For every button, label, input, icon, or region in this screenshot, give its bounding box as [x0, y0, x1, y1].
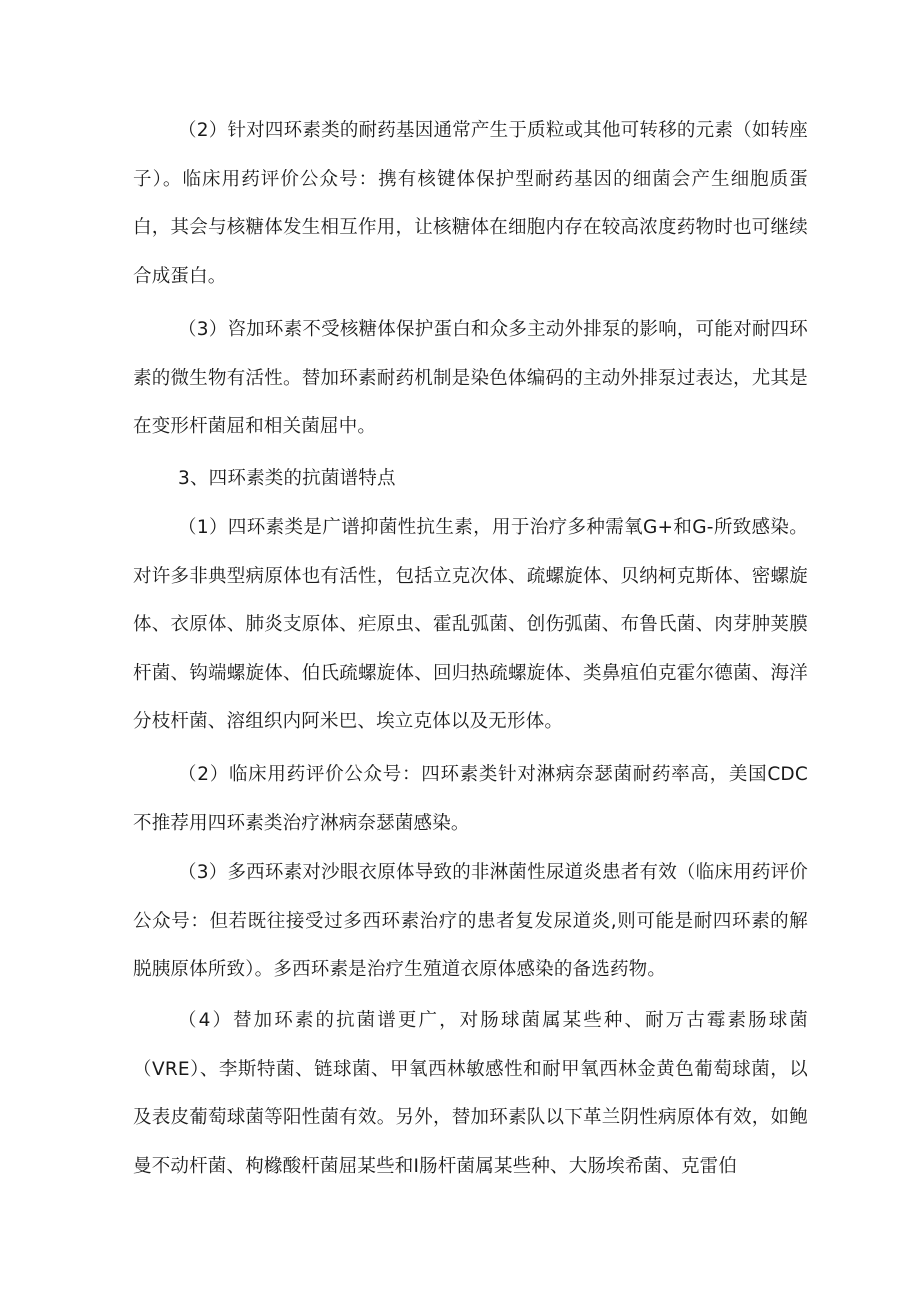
paragraph-spectrum-1: （1）四环素类是广谱抑菌性抗生素，用于治疗多种需氧G+和G-所致感染。对许多非典型病原体也有活性，包括立克次体、疏螺旋体、贝纳柯克斯体、密螺旋体、衣原体、肺炎支原体、疟原虫、霍乱弧菌、创伤弧菌、布鲁氏菌、肉芽肿荚膜杆菌、钩端螺旋体、伯氏疏螺旋体、回归热疏螺旋体、类鼻疽伯克霍尔德菌、海洋分枝杆菌、溶组织内阿米巴、埃立克体以及无形体。 — [133, 517, 808, 733]
section-heading: 3、四环素类的抗菌谱特点 — [178, 468, 396, 489]
paragraph-spectrum-2: （2）临床用药评价公众号：四环素类针对淋病奈瑟菌耐药率高，美国CDC不推荐用四环素类治疗淋病奈瑟菌感染。 — [133, 764, 808, 834]
paragraph-resistance-2: （2）针对四环素类的耐药基因通常产生于质粒或其他可转移的元素（如转座子）。临床用药评价公众号：携有核键体保护型耐药基因的细菌会产生细胞质蛋白，其会与核糖体发生相互作用，让核糖体在细胞内存在较高浓度药物时也可继续合成蛋白。 — [133, 120, 808, 287]
text-block-section-heading — [133, 455, 808, 504]
paragraph-resistance-3: （3）咨加环素不受核糖体保护蛋白和众多主动外排泵的影响，可能对耐四环素的微生物有活性。替加环素耐药机制是染色体编码的主动外排泵过表达，尤其是在变形杆菌屈和相关菌屈中。 — [133, 319, 808, 438]
text-block-spectrum-2 — [133, 751, 808, 848]
text-block-spectrum-3 — [133, 849, 808, 995]
text-block-spectrum-4 — [133, 997, 808, 1191]
text-block-eravacycline — [133, 306, 808, 452]
text-block-spectrum-1 — [133, 504, 808, 747]
paragraph-spectrum-4: （4）替加环素的抗菌谱更广，对肠球菌属某些种、耐万古霉素肠球菌（VRE）、李斯特菌、链球菌、甲氧西林敏感性和耐甲氧西林金黄色葡萄球菌，以及表皮葡萄球菌等阳性菌有效。另外，替加环素队以下革兰阴性病原体有效，如鲍曼不动杆菌、枸橼酸杆菌屈某些和I肠杆菌属某些种、大肠埃希菌、克雷伯 — [133, 1010, 808, 1177]
paragraph-spectrum-3: （3）多西环素对沙眼衣原体导致的非淋菌性尿道炎患者有效（临床用药评价公众号：但若既往接受过多西环素治疗的患者复发尿道炎,则可能是耐四环素的解脱胰原体所致）。多西环素是治疗生殖道衣原体感染的备选药物。 — [133, 862, 808, 981]
text-block-resistance — [133, 107, 808, 301]
